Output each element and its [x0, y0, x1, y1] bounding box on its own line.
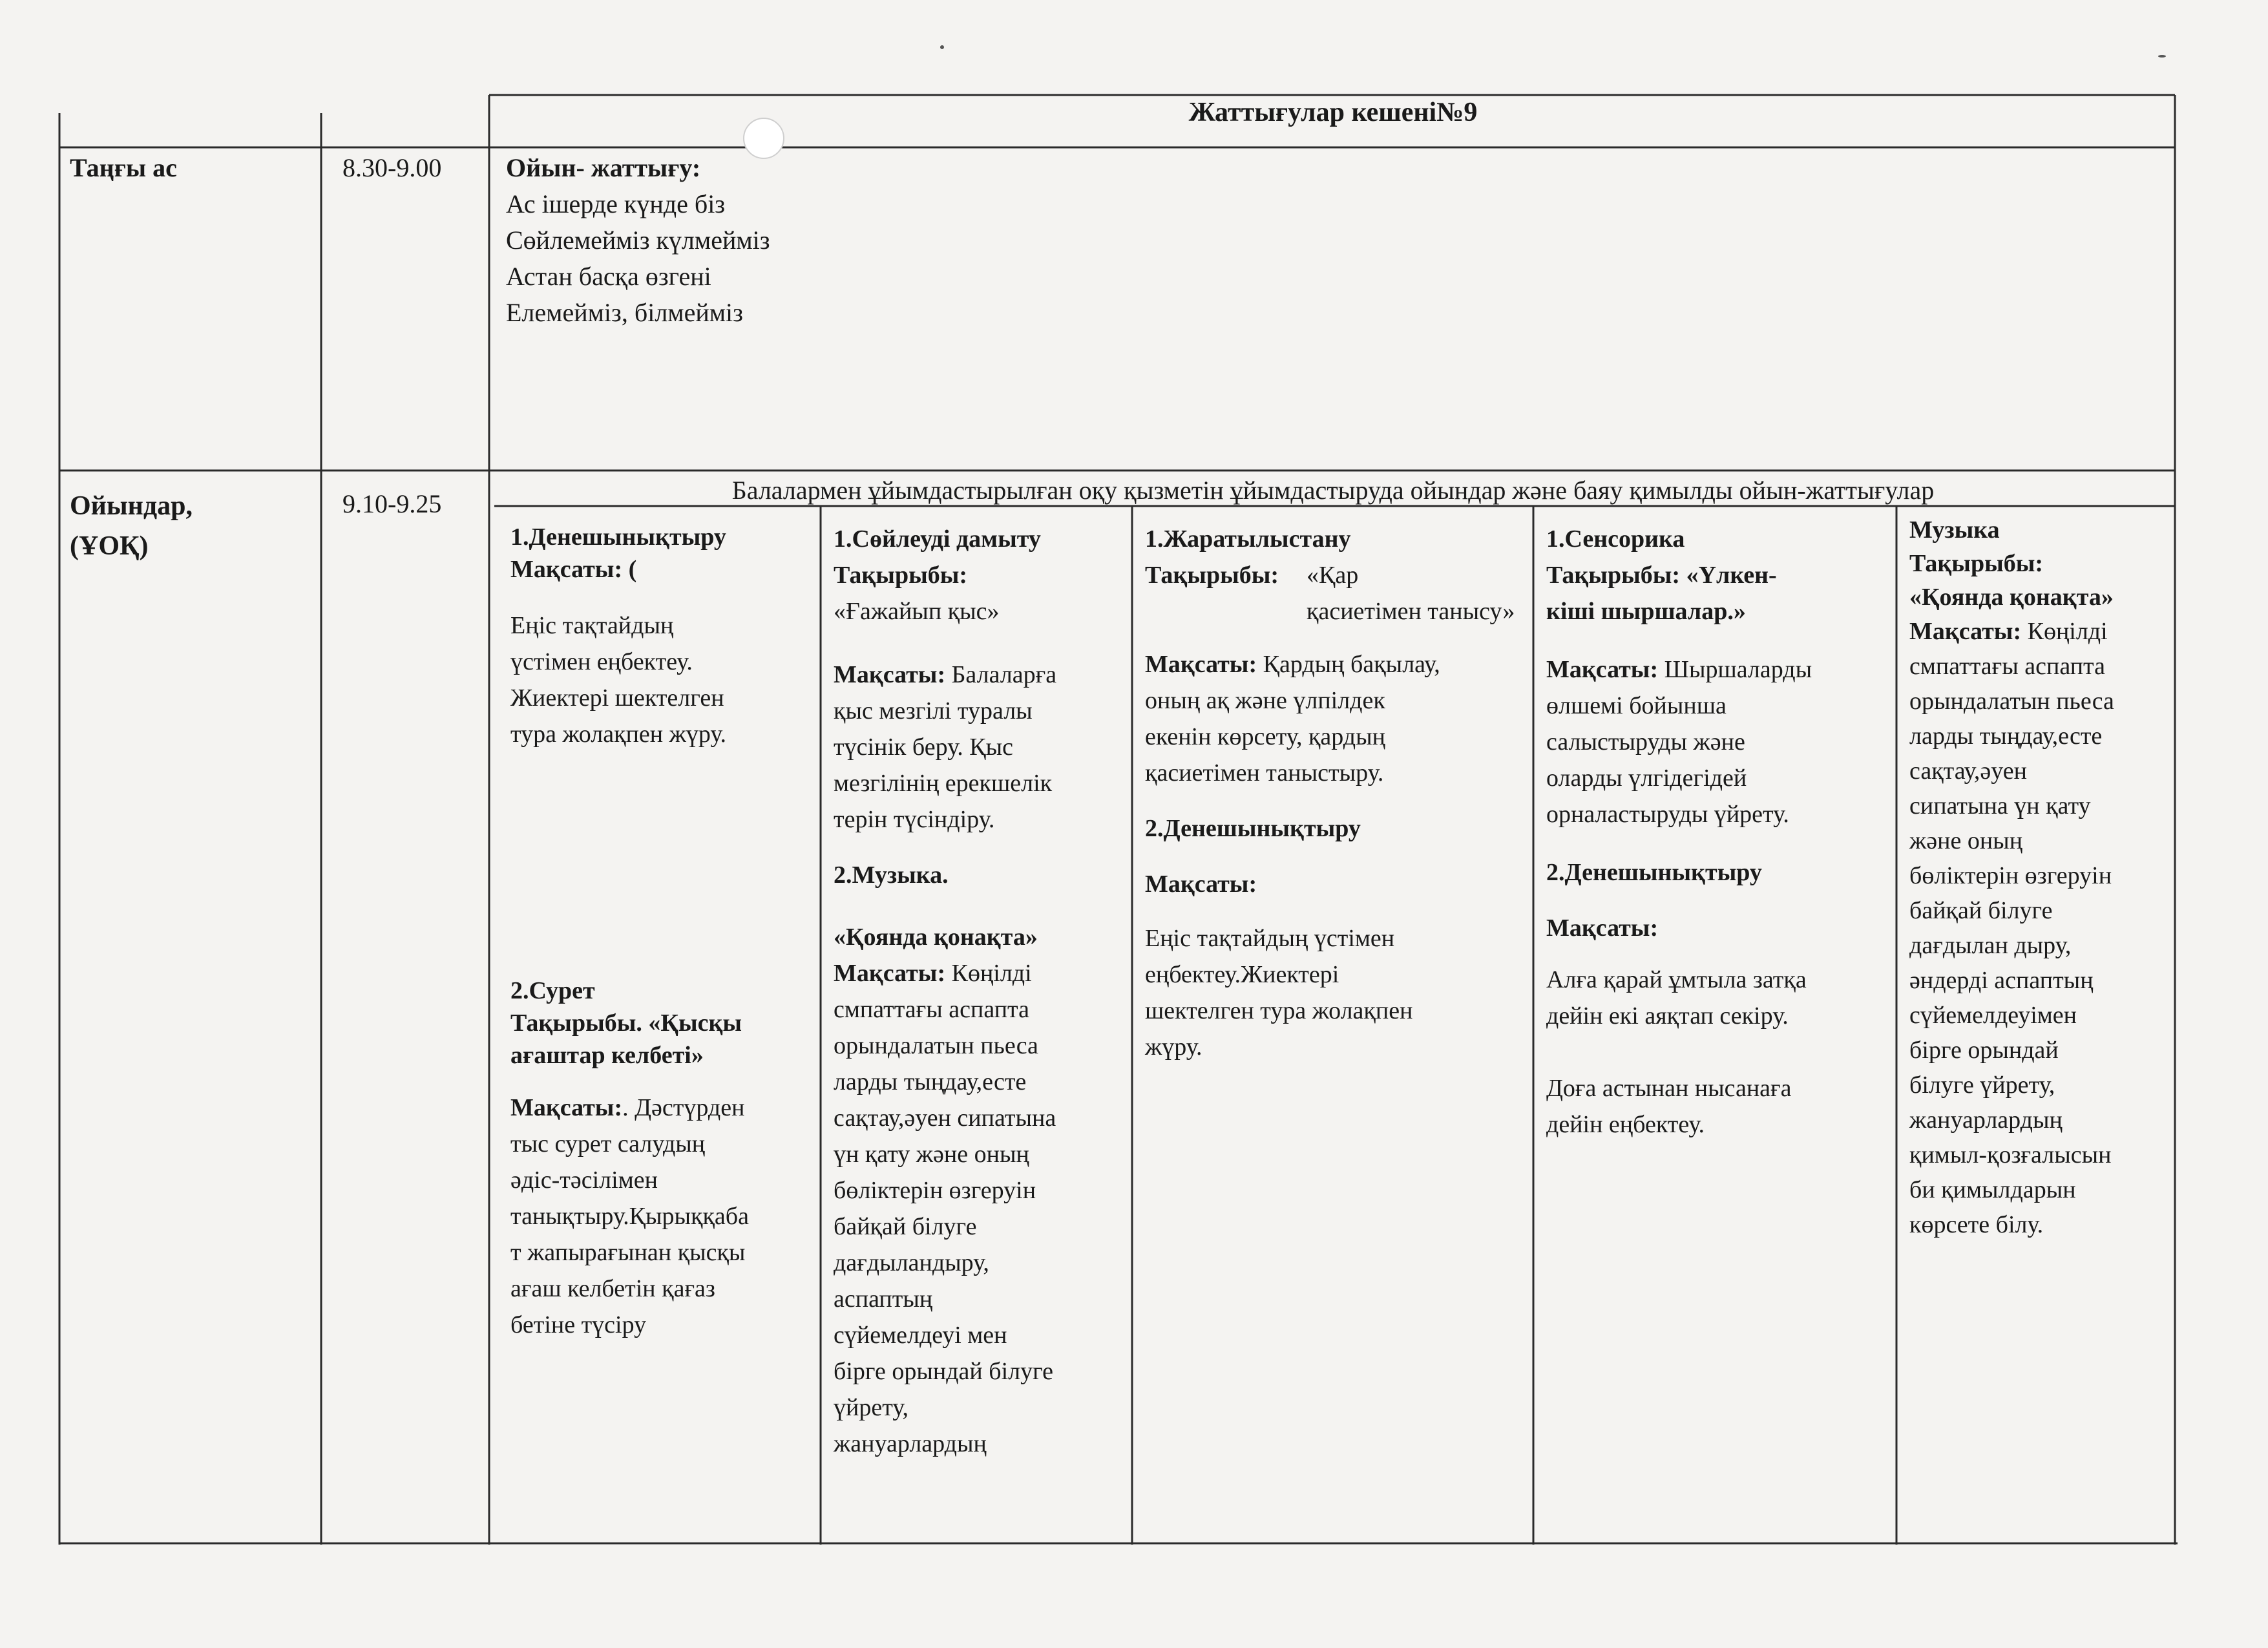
goal-label: Мақсаты:	[510, 1094, 623, 1121]
lesson-text: Еңіс тақтайдың үстімен еңбектеу.Жиектері шектелген тура жолақпен жүру.	[1145, 925, 1413, 1061]
goal-block	[1909, 614, 2171, 1242]
lesson-title: Музыка Тақырыбы: «Қоянда қонақта»	[1909, 516, 2114, 611]
goal-label: Мақсаты:	[1145, 651, 1257, 678]
lesson-title: 1.Сенсорика Тақырыбы: «Үлкен- кіші шыршалар.»	[1546, 525, 1777, 625]
goal-label: Мақсаты:	[1546, 656, 1659, 683]
lesson-text: Көңілді смпаттағы аспапта орындалатын пьеса ларды тыңдау,есте сақтау,әуен сипатына үн қату және оның бөліктерін өзгеруін байқай білуге дағдыландыру, аспаптың сүйемелдеуі мен бірге орындай білуге үйрету, жануарлардың	[834, 960, 1056, 1457]
goal-block	[510, 1090, 814, 1343]
goal-block	[834, 657, 1131, 838]
lesson-text: Шыршаларды өлшемі бойынша салыстыруды және оларды үлгідегідей орналастыруды үйрету.	[1546, 656, 1812, 828]
lesson-text: Алға қарай ұмтыла затқа дейін екі аяқтап секіру. Доға астынан нысанаға дейін еңбектеу.	[1546, 966, 1807, 1138]
goal-block	[1546, 651, 1895, 832]
lesson-title: 2.Денешынықтыру	[1546, 859, 1762, 886]
lesson-title: 2.Музыка.	[834, 861, 949, 889]
breakfast-content	[506, 150, 770, 331]
lesson-title: 2.Сурет Тақырыбы. «Қысқы ағаштар келбеті»	[510, 977, 742, 1069]
poem-line: Елемейміз, білмейміз	[506, 298, 743, 327]
lesson-title: 1.Денешынықтыру	[510, 523, 726, 551]
lesson-topic: «Қоянда қонақта»	[834, 924, 1038, 951]
games-banner: Балалармен ұйымдастырылған оқу қызметін ұйымдастыруда ойындар және баяу қимылды ойын-жаттығулар	[731, 476, 1935, 505]
lesson-text: Көңілді смпаттағы аспапта орындалатын пьеса ларды тыңдау,есте сақтау,әуен сипатына үн қату және оның бөліктерін өзгеруін байқай білуге дағдылан дыру, әндерді аспаптың сүйемелдеуімен бірге орындай білуге үйрету, жануарлардың қимыл-қозғалысын би қимылдарын көрсете білу.	[1909, 618, 2114, 1238]
day-column-monday-second	[510, 975, 814, 1343]
table-header-title: Жаттығулар кешені№9	[1188, 98, 1478, 127]
day-column-thursday	[1546, 521, 1895, 1143]
lesson-text: Қардың бақылау, оның ақ және үлпілдек екенін көрсету, қардың қасиетімен таныстыру.	[1145, 651, 1440, 787]
day-column-friday	[1909, 513, 2171, 1242]
goal-label: Мақсаты:	[1546, 914, 1659, 942]
goal-label: Мақсаты:	[1145, 871, 1257, 898]
day-column-tuesday	[834, 521, 1131, 1462]
row-time-breakfast: 8.30-9.00	[342, 153, 442, 182]
lesson-text: Балаларға қыс мезгілі туралы түсінік беру. Қыс мезгілінің ерекшелік терін түсіндіру.	[834, 661, 1057, 833]
row-label-breakfast: Таңғы ас	[70, 153, 177, 182]
row-time-games: 9.10-9.25	[342, 489, 442, 518]
lesson-text: . Дәстүрден тыс сурет салудың әдіс-тәсілімен танықтыру.Қырыққаба т жапырағынан қысқы ағаш келбетін қағаз бетіне түсіру	[510, 1094, 749, 1338]
day-column-wednesday	[1145, 521, 1520, 1065]
lesson-title: 1.Сөйлеуді дамыту Тақырыбы:	[834, 525, 1041, 589]
poem-line: Ас ішерде күнде біз	[506, 189, 726, 218]
scan-dot	[2158, 55, 2166, 58]
day-column-monday	[510, 521, 814, 752]
poem-line: Астан басқа өзгені	[506, 262, 711, 291]
game-title: Ойын- жаттығу:	[506, 153, 701, 182]
goal-label: Мақсаты:	[834, 960, 946, 987]
lesson-text: Еңіс тақтайдың үстімен еңбектеу. Жиектері шектелген тура жолақпен жүру.	[510, 612, 727, 748]
row-label-games: Ойындар, (ҰОҚ)	[70, 491, 193, 561]
lesson-topic: «Ғажайып қыс»	[834, 598, 1000, 625]
goal-block	[834, 955, 1131, 1462]
goal-label: Мақсаты:	[1909, 618, 2022, 645]
lesson-topic: «Қар қасиетімен танысу»	[1307, 562, 1515, 625]
lesson-title: 1.Жаратылыстану Тақырыбы:	[1145, 525, 1351, 589]
scan-dot	[940, 45, 944, 49]
goal-block	[1145, 646, 1520, 791]
lesson-title: 2.Денешынықтыру	[1145, 815, 1361, 842]
goal-label: Мақсаты: (	[510, 556, 637, 583]
poem-line: Сөйлемейміз күлмейміз	[506, 226, 770, 255]
goal-label: Мақсаты:	[834, 661, 946, 688]
